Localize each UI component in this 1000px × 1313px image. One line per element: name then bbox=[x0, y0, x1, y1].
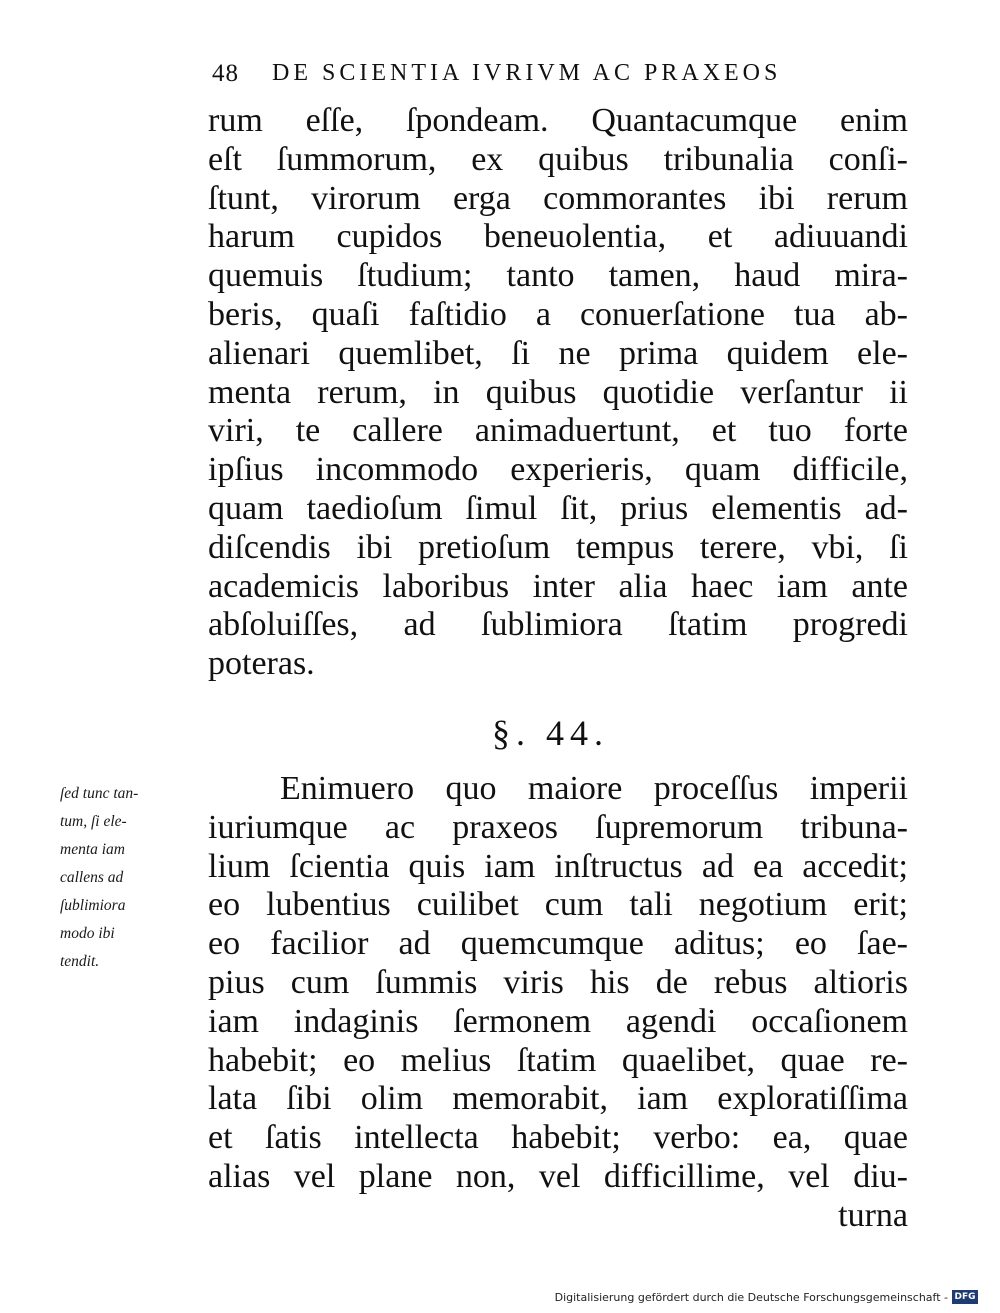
text-line: diſcendis ibi pretioſum tempus terere, vbi, ſi bbox=[208, 528, 908, 566]
marginal-note-line: tum, ſi ele- bbox=[60, 813, 127, 830]
running-head: DE SCIENTIA IVRIVM AC PRAXEOS bbox=[272, 60, 782, 86]
text-line: ſtunt, virorum erga commorantes ibi rerum bbox=[208, 179, 908, 217]
page-number: 48 bbox=[212, 60, 239, 87]
text-line: eo facilior ad quemcumque aditus; eo ſae- bbox=[208, 925, 908, 963]
marginal-note-line: ſublimiora bbox=[60, 897, 126, 914]
text-line: beris, quaſi faſtidio a conuerſatione tua ab- bbox=[208, 295, 908, 333]
digitization-footer bbox=[555, 1287, 978, 1307]
text-line: quam taedioſum ſimul ſit, prius elementis ad- bbox=[208, 489, 908, 527]
text-line: pius cum ſummis viris his de rebus altioris bbox=[208, 963, 908, 1001]
text-line: iam indaginis ſermonem agendi occaſionem bbox=[208, 1002, 908, 1040]
text-line: alias vel plane non, vel difficillime, vel diu- bbox=[208, 1157, 908, 1195]
catchword: turna bbox=[838, 1196, 908, 1234]
text-line: rum eſſe, ſpondeam. Quantacumque enim bbox=[208, 102, 908, 139]
text-line: abſoluiſſes, ad ſublimiora ſtatim progredi bbox=[208, 606, 908, 644]
marginal-note bbox=[60, 780, 210, 976]
paragraph-2 bbox=[208, 770, 908, 1236]
paragraph-1 bbox=[208, 102, 908, 684]
text-line: menta rerum, in quibus quotidie verſantur ii bbox=[208, 373, 908, 411]
page-header bbox=[212, 60, 912, 94]
text-line: Enimuero quo maiore proceſſus imperii bbox=[280, 770, 908, 807]
text-line: poteras. bbox=[208, 645, 315, 683]
text-line: harum cupidos beneuolentia, et adiuuandi bbox=[208, 218, 908, 256]
marginal-note-line: tendit. bbox=[60, 953, 100, 970]
text-line: eſt ſummorum, ex quibus tribunalia conſi- bbox=[208, 140, 908, 178]
section-heading: §. 44. bbox=[492, 713, 609, 753]
marginal-note-line: ſed tunc tan- bbox=[60, 785, 139, 802]
text-line: et ſatis intellecta habebit; verbo: ea, quae bbox=[208, 1119, 908, 1157]
text-line: viri, te callere animaduertunt, et tuo forte bbox=[208, 412, 908, 450]
marginal-note-line: callens ad bbox=[60, 869, 124, 886]
footer-text: Digitalisierung gefördert durch die Deutsche Forschungsgemeinschaft - bbox=[554, 1290, 948, 1304]
text-line: eo lubentius cuilibet cum tali negotium erit; bbox=[208, 886, 908, 924]
text-line: academicis laboribus inter alia haec iam ante bbox=[208, 567, 908, 605]
marginal-note-line: modo ibi bbox=[60, 925, 115, 942]
text-line: ipſius incommodo experieris, quam difficile, bbox=[208, 451, 908, 489]
marginal-note-line: menta iam bbox=[60, 841, 126, 858]
text-line: iuriumque ac praxeos ſupremorum tribuna- bbox=[208, 808, 908, 846]
text-line: quemuis ſtudium; tanto tamen, haud mira- bbox=[208, 257, 908, 295]
text-line: lata ſibi olim memorabit, iam exploratiſſima bbox=[208, 1080, 908, 1118]
text-line: alienari quemlibet, ſi ne prima quidem ele- bbox=[208, 334, 908, 372]
text-line: habebit; eo melius ſtatim quaelibet, quae re- bbox=[208, 1041, 908, 1079]
dfg-logo: DFG bbox=[952, 1290, 978, 1304]
text-line: lium ſcientia quis iam inſtructus ad ea accedit; bbox=[208, 847, 908, 885]
